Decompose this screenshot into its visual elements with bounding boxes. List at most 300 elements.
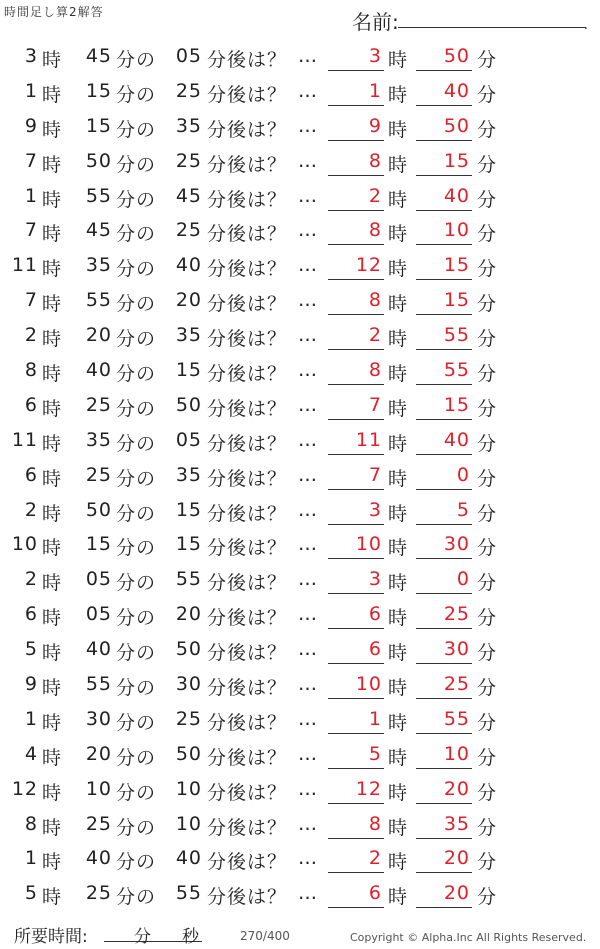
- answer-hour-line: [328, 349, 384, 350]
- answer-hour: 1: [368, 707, 382, 730]
- ellipsis: …: [298, 79, 315, 102]
- hour-unit: 時: [42, 607, 63, 630]
- problem-row: [0, 597, 600, 632]
- answer-minute-unit: 分: [477, 49, 498, 71]
- answer-minute-unit: 分: [477, 83, 498, 106]
- answer-hour-unit: 時: [388, 642, 409, 665]
- ellipsis: …: [298, 324, 315, 347]
- answer-minute-line: [416, 838, 472, 839]
- answer-hour-unit: 時: [388, 572, 409, 595]
- minutes-after-unit: 分後は？: [207, 886, 288, 909]
- start-hour: 3: [24, 45, 38, 67]
- answer-minute: 10: [443, 742, 470, 765]
- answer-minute-line: [416, 733, 472, 734]
- answer-minute-line: [416, 384, 472, 385]
- minute-of-unit: 分の: [116, 188, 157, 211]
- start-hour: 6: [24, 393, 38, 416]
- minute-of-unit: 分の: [116, 293, 157, 316]
- start-hour: 7: [24, 289, 38, 312]
- hour-unit: 時: [42, 258, 63, 281]
- answer-minute-unit: 分: [477, 153, 498, 176]
- hour-unit: 時: [42, 467, 63, 490]
- answer-minute-unit: 分: [477, 816, 498, 839]
- added-minutes: 25: [175, 219, 202, 242]
- answer-hour: 12: [355, 777, 382, 800]
- start-hour: 6: [24, 603, 38, 626]
- start-minute: 05: [85, 603, 112, 626]
- answer-hour-unit: 時: [388, 886, 409, 909]
- minute-of-unit: 分の: [116, 746, 157, 769]
- added-minutes: 25: [175, 79, 202, 102]
- answer-minute-unit: 分: [477, 746, 498, 769]
- start-hour: 11: [11, 254, 38, 277]
- start-hour: 2: [24, 324, 38, 347]
- answer-minute: 15: [443, 289, 470, 312]
- answer-hour: 8: [368, 812, 382, 835]
- answer-hour-unit: 時: [388, 711, 409, 734]
- answer-minute-line: [416, 663, 472, 664]
- start-minute: 55: [85, 289, 112, 312]
- minutes-after-unit: 分後は？: [207, 328, 288, 351]
- ellipsis: …: [298, 498, 315, 521]
- minutes-after-unit: 分後は？: [207, 746, 288, 769]
- start-minute: 40: [85, 359, 112, 382]
- hour-unit: 時: [42, 816, 63, 839]
- answer-minute: 30: [443, 638, 470, 661]
- answer-minute-unit: 分: [477, 397, 498, 420]
- answer-hour-unit: 時: [388, 363, 409, 386]
- added-minutes: 55: [175, 882, 202, 905]
- answer-hour-unit: 時: [388, 677, 409, 700]
- page-number: 270/400: [240, 929, 290, 943]
- ellipsis: …: [298, 114, 315, 137]
- minute-of-unit: 分の: [116, 502, 157, 525]
- answer-hour-unit: 時: [388, 607, 409, 630]
- answer-minute-line: [416, 70, 472, 71]
- answer-hour: 9: [368, 114, 382, 137]
- answer-hour-line: [328, 140, 384, 141]
- answer-hour-line: [328, 210, 384, 211]
- answer-minute: 55: [443, 359, 470, 382]
- answer-minute-line: [416, 803, 472, 804]
- answer-minute: 50: [443, 114, 470, 137]
- answer-hour-unit: 時: [388, 223, 409, 246]
- problem-row: [0, 423, 600, 458]
- answer-minute-line: [416, 872, 472, 873]
- time-minute-label: 分: [134, 927, 151, 947]
- problem-row: [0, 807, 600, 842]
- answer-hour-line: [328, 558, 384, 559]
- minutes-after-unit: 分後は？: [207, 816, 288, 839]
- start-hour: 2: [24, 568, 38, 591]
- problem-row: [0, 179, 600, 214]
- ellipsis: …: [298, 359, 315, 382]
- answer-hour: 8: [368, 289, 382, 312]
- start-minute: 05: [85, 568, 112, 591]
- minutes-after-unit: 分後は？: [207, 153, 288, 176]
- minute-of-unit: 分の: [116, 153, 157, 176]
- answer-hour-unit: 時: [388, 83, 409, 106]
- added-minutes: 55: [175, 568, 202, 591]
- hour-unit: 時: [42, 223, 63, 246]
- answer-minute-unit: 分: [477, 502, 498, 525]
- minute-of-unit: 分の: [116, 328, 157, 351]
- hour-unit: 時: [42, 432, 63, 455]
- answer-hour-unit: 時: [388, 432, 409, 455]
- answer-hour-line: [328, 628, 384, 629]
- start-minute: 45: [85, 219, 112, 242]
- problem-row: [0, 74, 600, 109]
- problem-row: [0, 39, 600, 74]
- minute-of-unit: 分の: [116, 49, 157, 71]
- minute-of-unit: 分の: [116, 467, 157, 490]
- answer-minute: 10: [443, 219, 470, 242]
- hour-unit: 時: [42, 153, 63, 176]
- ellipsis: …: [298, 742, 315, 765]
- start-minute: 50: [85, 149, 112, 172]
- problem-row: [0, 737, 600, 772]
- start-minute: 55: [85, 184, 112, 207]
- answer-hour: 6: [368, 603, 382, 626]
- worksheet-title: 時間足し算2解答: [4, 5, 104, 19]
- answer-hour-unit: 時: [388, 746, 409, 769]
- ellipsis: …: [298, 533, 315, 556]
- answer-minute-line: [416, 105, 472, 106]
- answer-minute-line: [416, 768, 472, 769]
- answer-hour-line: [328, 70, 384, 71]
- added-minutes: 50: [175, 638, 202, 661]
- ellipsis: …: [298, 289, 315, 312]
- minute-of-unit: 分の: [116, 677, 157, 700]
- added-minutes: 15: [175, 533, 202, 556]
- ellipsis: …: [298, 184, 315, 207]
- answer-minute-unit: 分: [477, 467, 498, 490]
- answer-hour-unit: 時: [388, 467, 409, 490]
- start-hour: 1: [24, 847, 38, 870]
- added-minutes: 25: [175, 707, 202, 730]
- answer-minute-line: [416, 279, 472, 280]
- answer-minute: 40: [443, 428, 470, 451]
- added-minutes: 10: [175, 812, 202, 835]
- answer-minute-line: [416, 698, 472, 699]
- hour-unit: 時: [42, 83, 63, 106]
- answer-minute-line: [416, 175, 472, 176]
- start-hour: 6: [24, 463, 38, 486]
- answer-hour: 5: [368, 742, 382, 765]
- answer-minute-line: [416, 314, 472, 315]
- ellipsis: …: [298, 45, 315, 67]
- answer-hour: 8: [368, 149, 382, 172]
- minutes-after-unit: 分後は？: [207, 711, 288, 734]
- answer-minute-unit: 分: [477, 851, 498, 874]
- minutes-after-unit: 分後は？: [207, 363, 288, 386]
- hour-unit: 時: [42, 572, 63, 595]
- problem-list: [0, 39, 600, 911]
- answer-hour: 7: [368, 463, 382, 486]
- answer-hour-unit: 時: [388, 816, 409, 839]
- answer-minute-line: [416, 419, 472, 420]
- added-minutes: 35: [175, 463, 202, 486]
- answer-minute: 25: [443, 673, 470, 696]
- added-minutes: 40: [175, 254, 202, 277]
- answer-minute-line: [416, 244, 472, 245]
- start-minute: 55: [85, 673, 112, 696]
- ellipsis: …: [298, 673, 315, 696]
- start-minute: 25: [85, 812, 112, 835]
- hour-unit: 時: [42, 677, 63, 700]
- answer-minute: 15: [443, 254, 470, 277]
- minute-of-unit: 分の: [116, 397, 157, 420]
- answer-hour-line: [328, 768, 384, 769]
- answer-hour-unit: 時: [388, 502, 409, 525]
- answer-hour-unit: 時: [388, 293, 409, 316]
- answer-hour-line: [328, 663, 384, 664]
- problem-row: [0, 632, 600, 667]
- answer-hour-unit: 時: [388, 537, 409, 560]
- answer-minute: 50: [443, 45, 470, 67]
- answer-hour-line: [328, 384, 384, 385]
- minute-of-unit: 分の: [116, 572, 157, 595]
- start-hour: 5: [24, 638, 38, 661]
- added-minutes: 15: [175, 498, 202, 521]
- added-minutes: 10: [175, 777, 202, 800]
- minute-of-unit: 分の: [116, 83, 157, 106]
- hour-unit: 時: [42, 851, 63, 874]
- start-hour: 1: [24, 79, 38, 102]
- minutes-after-unit: 分後は？: [207, 397, 288, 420]
- start-hour: 8: [24, 812, 38, 835]
- minutes-after-unit: 分後は？: [207, 677, 288, 700]
- problem-row: [0, 702, 600, 737]
- hour-unit: 時: [42, 188, 63, 211]
- answer-minute-line: [416, 907, 472, 908]
- ellipsis: …: [298, 847, 315, 870]
- minutes-after-unit: 分後は？: [207, 83, 288, 106]
- start-minute: 35: [85, 254, 112, 277]
- answer-minute-line: [416, 489, 472, 490]
- answer-hour-unit: 時: [388, 118, 409, 141]
- added-minutes: 20: [175, 289, 202, 312]
- answer-minute-line: [416, 593, 472, 594]
- answer-minute-unit: 分: [477, 781, 498, 804]
- answer-hour: 3: [368, 45, 382, 67]
- start-hour: 7: [24, 149, 38, 172]
- start-minute: 15: [85, 533, 112, 556]
- hour-unit: 時: [42, 363, 63, 386]
- start-minute: 25: [85, 882, 112, 905]
- answer-hour-unit: 時: [388, 49, 409, 71]
- ellipsis: …: [298, 707, 315, 730]
- answer-minute: 30: [443, 533, 470, 556]
- problem-row: [0, 109, 600, 144]
- answer-minute-line: [416, 454, 472, 455]
- answer-hour: 11: [355, 428, 382, 451]
- hour-unit: 時: [42, 537, 63, 560]
- answer-minute-line: [416, 628, 472, 629]
- minutes-after-unit: 分後は？: [207, 537, 288, 560]
- minute-of-unit: 分の: [116, 711, 157, 734]
- problem-row: [0, 388, 600, 423]
- answer-minute-unit: 分: [477, 188, 498, 211]
- answer-minute-unit: 分: [477, 328, 498, 351]
- start-minute: 30: [85, 707, 112, 730]
- answer-hour-unit: 時: [388, 188, 409, 211]
- added-minutes: 15: [175, 359, 202, 382]
- time-second-label: 秒: [182, 927, 199, 947]
- time-required-label: 所要時間:: [14, 927, 88, 947]
- start-hour: 9: [24, 673, 38, 696]
- hour-unit: 時: [42, 293, 63, 316]
- answer-hour-line: [328, 279, 384, 280]
- minutes-after-unit: 分後は？: [207, 642, 288, 665]
- start-hour: 9: [24, 114, 38, 137]
- start-minute: 20: [85, 324, 112, 347]
- start-minute: 25: [85, 393, 112, 416]
- answer-hour: 6: [368, 638, 382, 661]
- answer-hour: 2: [368, 847, 382, 870]
- answer-hour-line: [328, 454, 384, 455]
- answer-minute-line: [416, 210, 472, 211]
- added-minutes: 50: [175, 742, 202, 765]
- answer-hour: 3: [368, 568, 382, 591]
- problem-row: [0, 283, 600, 318]
- answer-minute-line: [416, 558, 472, 559]
- hour-unit: 時: [42, 328, 63, 351]
- problem-row: [0, 213, 600, 248]
- minutes-after-unit: 分後は？: [207, 781, 288, 804]
- ellipsis: …: [298, 393, 315, 416]
- added-minutes: 05: [175, 45, 202, 67]
- added-minutes: 30: [175, 673, 202, 696]
- start-hour: 7: [24, 219, 38, 242]
- start-hour: 10: [11, 533, 38, 556]
- answer-hour-line: [328, 733, 384, 734]
- problem-row: [0, 318, 600, 353]
- problem-row: [0, 562, 600, 597]
- ellipsis: …: [298, 254, 315, 277]
- answer-hour-line: [328, 419, 384, 420]
- answer-hour-line: [328, 244, 384, 245]
- answer-hour: 2: [368, 184, 382, 207]
- answer-hour: 6: [368, 882, 382, 905]
- answer-hour-unit: 時: [388, 328, 409, 351]
- answer-hour: 10: [355, 533, 382, 556]
- answer-minute-unit: 分: [477, 886, 498, 909]
- answer-minute-unit: 分: [477, 677, 498, 700]
- problem-row: [0, 667, 600, 702]
- answer-minute: 15: [443, 149, 470, 172]
- answer-minute: 20: [443, 882, 470, 905]
- answer-hour: 12: [355, 254, 382, 277]
- name-field-line: [398, 27, 586, 28]
- minutes-after-unit: 分後は？: [207, 188, 288, 211]
- minutes-after-unit: 分後は？: [207, 607, 288, 630]
- problem-row: [0, 353, 600, 388]
- hour-unit: 時: [42, 886, 63, 909]
- added-minutes: 20: [175, 603, 202, 626]
- answer-hour-line: [328, 872, 384, 873]
- start-hour: 1: [24, 707, 38, 730]
- minute-of-unit: 分の: [116, 886, 157, 909]
- hour-unit: 時: [42, 397, 63, 420]
- name-suffix: .: [584, 18, 588, 32]
- start-minute: 40: [85, 847, 112, 870]
- start-minute: 40: [85, 638, 112, 661]
- answer-minute-line: [416, 349, 472, 350]
- answer-hour-unit: 時: [388, 397, 409, 420]
- minutes-after-unit: 分後は？: [207, 49, 288, 71]
- ellipsis: …: [298, 568, 315, 591]
- start-minute: 35: [85, 428, 112, 451]
- minutes-after-unit: 分後は？: [207, 572, 288, 595]
- answer-hour-line: [328, 907, 384, 908]
- hour-unit: 時: [42, 711, 63, 734]
- problem-row: [0, 527, 600, 562]
- start-minute: 15: [85, 114, 112, 137]
- start-minute: 50: [85, 498, 112, 521]
- start-minute: 20: [85, 742, 112, 765]
- answer-minute: 20: [443, 847, 470, 870]
- answer-hour: 8: [368, 359, 382, 382]
- answer-minute-unit: 分: [477, 642, 498, 665]
- answer-minute-unit: 分: [477, 293, 498, 316]
- hour-unit: 時: [42, 118, 63, 141]
- problem-row: [0, 458, 600, 493]
- answer-hour-line: [328, 838, 384, 839]
- answer-minute: 35: [443, 812, 470, 835]
- start-hour: 11: [11, 428, 38, 451]
- answer-hour-line: [328, 698, 384, 699]
- answer-minute: 55: [443, 324, 470, 347]
- minute-of-unit: 分の: [116, 781, 157, 804]
- answer-minute: 25: [443, 603, 470, 626]
- hour-unit: 時: [42, 49, 63, 71]
- minute-of-unit: 分の: [116, 607, 157, 630]
- answer-hour-line: [328, 593, 384, 594]
- ellipsis: …: [298, 428, 315, 451]
- answer-hour: 10: [355, 673, 382, 696]
- added-minutes: 35: [175, 324, 202, 347]
- answer-hour: 8: [368, 219, 382, 242]
- answer-hour-line: [328, 105, 384, 106]
- start-minute: 25: [85, 463, 112, 486]
- answer-minute-line: [416, 140, 472, 141]
- minutes-after-unit: 分後は？: [207, 293, 288, 316]
- added-minutes: 45: [175, 184, 202, 207]
- answer-minute-unit: 分: [477, 223, 498, 246]
- name-label: 名前:: [352, 10, 399, 34]
- minutes-after-unit: 分後は？: [207, 851, 288, 874]
- answer-hour-line: [328, 524, 384, 525]
- minute-of-unit: 分の: [116, 537, 157, 560]
- answer-minute: 5: [456, 498, 470, 521]
- answer-hour-unit: 時: [388, 153, 409, 176]
- hour-unit: 時: [42, 502, 63, 525]
- answer-minute: 55: [443, 707, 470, 730]
- answer-hour-line: [328, 175, 384, 176]
- answer-minute: 15: [443, 393, 470, 416]
- hour-unit: 時: [42, 746, 63, 769]
- answer-minute-unit: 分: [477, 363, 498, 386]
- problem-row: [0, 144, 600, 179]
- minutes-after-unit: 分後は？: [207, 432, 288, 455]
- ellipsis: …: [298, 638, 315, 661]
- added-minutes: 50: [175, 393, 202, 416]
- start-minute: 15: [85, 79, 112, 102]
- start-hour: 5: [24, 882, 38, 905]
- answer-hour-unit: 時: [388, 781, 409, 804]
- answer-minute: 0: [456, 463, 470, 486]
